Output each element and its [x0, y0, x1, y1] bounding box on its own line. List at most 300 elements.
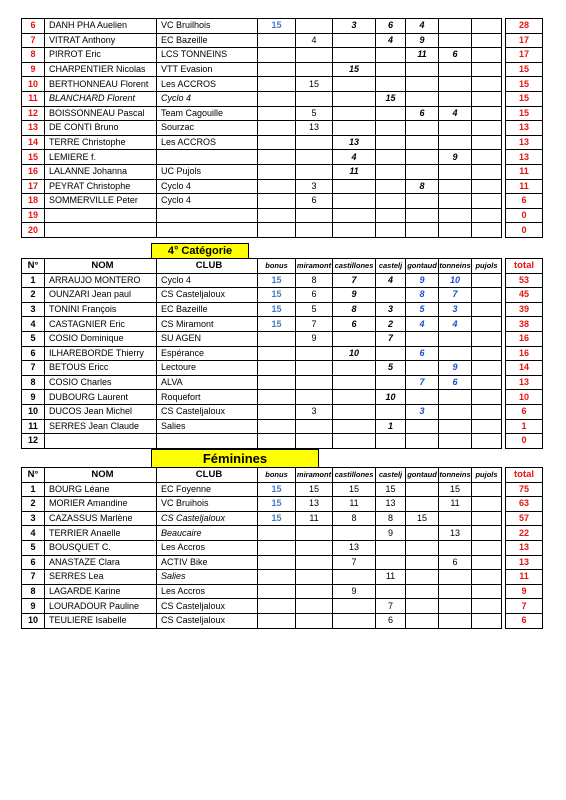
cell-rank: 3	[22, 511, 45, 526]
cell-gont	[406, 331, 439, 346]
cell-tonn	[439, 419, 472, 434]
cell-nom: BOUSQUET C.	[45, 540, 157, 555]
cell-total: 10	[506, 390, 543, 405]
cell-rank: 8	[22, 375, 45, 390]
cell-gont	[406, 482, 439, 497]
cell-castj: 9	[376, 526, 406, 541]
col-header-puj: pujols	[472, 259, 502, 274]
cell-bonus	[258, 208, 296, 223]
cell-nom: BOISSONNEAU Pascal	[45, 106, 157, 121]
feminines-header	[22, 468, 543, 483]
cell-bonus	[258, 526, 296, 541]
cell-rank: 19	[22, 208, 45, 223]
cell-club: CS Casteljaloux	[157, 599, 258, 614]
cell-gont	[406, 194, 439, 209]
cell-nom: DUCOS Jean Michel	[45, 404, 157, 419]
cell-castj: 1	[376, 419, 406, 434]
cell-castj	[376, 62, 406, 77]
cell-castj: 4	[376, 273, 406, 288]
cell-club: CS Casteljaloux	[157, 288, 258, 303]
cell-bonus	[258, 584, 296, 599]
cell-rank: 11	[22, 419, 45, 434]
cell-tonn: 6	[439, 555, 472, 570]
table-row	[22, 302, 543, 317]
cell-bonus	[258, 540, 296, 555]
table-row	[22, 288, 543, 303]
cell-castj	[376, 584, 406, 599]
cell-rank: 20	[22, 223, 45, 238]
cell-mira	[296, 19, 333, 34]
cell-bonus	[258, 179, 296, 194]
cell-puj	[472, 434, 502, 449]
cell-gont	[406, 361, 439, 376]
table-row	[22, 404, 543, 419]
ranking-table-continued	[21, 18, 543, 238]
cell-puj	[472, 404, 502, 419]
cell-puj	[472, 19, 502, 34]
table-row	[22, 317, 543, 332]
cell-rank: 6	[22, 346, 45, 361]
cell-gont	[406, 77, 439, 92]
cell-nom: ANASTAZE Clara	[45, 555, 157, 570]
table-row	[22, 273, 543, 288]
cell-mira: 6	[296, 288, 333, 303]
cell-gont	[406, 599, 439, 614]
col-header-nom: NOM	[45, 259, 157, 274]
cell-bonus: 15	[258, 317, 296, 332]
cell-bonus	[258, 613, 296, 628]
cell-tonn	[439, 179, 472, 194]
cell-bonus	[258, 91, 296, 106]
cell-bonus	[258, 33, 296, 48]
col-header-cast: castillones	[333, 468, 376, 483]
cell-nom: SOMMERVILLE Peter	[45, 194, 157, 209]
cell-cast	[333, 419, 376, 434]
cell-club: Cyclo 4	[157, 179, 258, 194]
cell-puj	[472, 135, 502, 150]
cell-puj	[472, 346, 502, 361]
cell-gont: 9	[406, 33, 439, 48]
cell-nom: BERTHONNEAU Florent	[45, 77, 157, 92]
cell-tonn	[439, 390, 472, 405]
cell-castj	[376, 375, 406, 390]
col-header-total: total	[506, 468, 543, 483]
table-row	[22, 511, 543, 526]
table-row	[22, 48, 543, 63]
cell-club	[157, 208, 258, 223]
cell-cast	[333, 390, 376, 405]
cell-club: CS Casteljaloux	[157, 404, 258, 419]
cell-cast	[333, 48, 376, 63]
cell-nom: MORIER Amandine	[45, 497, 157, 512]
cell-gont: 11	[406, 48, 439, 63]
cell-mira	[296, 164, 333, 179]
cell-puj	[472, 599, 502, 614]
cell-gont: 15	[406, 511, 439, 526]
table-row	[22, 599, 543, 614]
cell-gont: 4	[406, 317, 439, 332]
col-header-bonus: bonus	[258, 468, 296, 483]
table-row	[22, 526, 543, 541]
cell-castj	[376, 179, 406, 194]
cell-club: Team Cagouille	[157, 106, 258, 121]
cell-castj	[376, 346, 406, 361]
cell-nom: BLANCHARD Florent	[45, 91, 157, 106]
cell-total: 13	[506, 375, 543, 390]
cell-club: VC Bruilhois	[157, 19, 258, 34]
cell-castj: 8	[376, 511, 406, 526]
cell-tonn	[439, 77, 472, 92]
cell-puj	[472, 390, 502, 405]
cell-tonn	[439, 121, 472, 136]
cell-nom: LALANNE Johanna	[45, 164, 157, 179]
cell-mira	[296, 526, 333, 541]
col-header-puj: pujols	[472, 468, 502, 483]
cell-tonn: 6	[439, 375, 472, 390]
cell-castj: 10	[376, 390, 406, 405]
cell-club	[157, 434, 258, 449]
cell-cast	[333, 208, 376, 223]
cell-mira	[296, 223, 333, 238]
cell-club: EC Foyenne	[157, 482, 258, 497]
cell-puj	[472, 106, 502, 121]
cell-bonus	[258, 150, 296, 165]
cell-gont	[406, 555, 439, 570]
cell-bonus	[258, 106, 296, 121]
cell-cast: 11	[333, 497, 376, 512]
cell-bonus	[258, 223, 296, 238]
cell-gont	[406, 62, 439, 77]
cell-nom	[45, 434, 157, 449]
cell-nom: TERRIER Anaelle	[45, 526, 157, 541]
cell-club: Les ACCROS	[157, 135, 258, 150]
cell-bonus	[258, 346, 296, 361]
cell-tonn	[439, 62, 472, 77]
cell-rank: 9	[22, 62, 45, 77]
feminines-body	[22, 482, 543, 628]
cell-rank: 7	[22, 33, 45, 48]
feminines-title: Féminines	[151, 449, 319, 468]
cell-cast	[333, 33, 376, 48]
table-row	[22, 434, 543, 449]
cell-tonn	[439, 331, 472, 346]
cell-rank: 1	[22, 273, 45, 288]
cell-puj	[472, 33, 502, 48]
cell-mira	[296, 599, 333, 614]
cell-gont	[406, 526, 439, 541]
cell-cast	[333, 194, 376, 209]
cell-puj	[472, 194, 502, 209]
table-row	[22, 121, 543, 136]
cell-tonn	[439, 194, 472, 209]
col-header-club: CLUB	[157, 468, 258, 483]
col-header-mira: miramont	[296, 468, 333, 483]
cell-puj	[472, 584, 502, 599]
cell-rank: 15	[22, 150, 45, 165]
cell-total: 28	[506, 19, 543, 34]
cell-total: 17	[506, 33, 543, 48]
cell-mira: 9	[296, 331, 333, 346]
cell-bonus	[258, 121, 296, 136]
cell-rank: 4	[22, 317, 45, 332]
cell-rank: 2	[22, 288, 45, 303]
cell-tonn	[439, 33, 472, 48]
cell-cast	[333, 179, 376, 194]
cell-bonus	[258, 375, 296, 390]
cell-bonus	[258, 555, 296, 570]
cell-club: SU AGEN	[157, 331, 258, 346]
cell-bonus: 15	[258, 302, 296, 317]
cell-bonus	[258, 77, 296, 92]
cell-rank: 7	[22, 570, 45, 585]
cell-puj	[472, 570, 502, 585]
cell-gont	[406, 584, 439, 599]
col-header-gont: gontaud	[406, 468, 439, 483]
cell-nom: CHARPENTIER Nicolas	[45, 62, 157, 77]
cell-rank: 10	[22, 77, 45, 92]
cell-gont	[406, 91, 439, 106]
cell-mira: 4	[296, 33, 333, 48]
cell-gont	[406, 613, 439, 628]
col-header-cast: castillones	[333, 259, 376, 274]
cell-tonn	[439, 540, 472, 555]
cell-total: 15	[506, 62, 543, 77]
cell-total: 6	[506, 194, 543, 209]
cell-castj: 7	[376, 331, 406, 346]
cell-cast	[333, 599, 376, 614]
ranking-table-body	[22, 19, 543, 238]
cell-cast: 10	[333, 346, 376, 361]
cell-mira	[296, 570, 333, 585]
table-row	[22, 33, 543, 48]
cell-club: Salies	[157, 419, 258, 434]
cell-nom: BETOUS Ericc	[45, 361, 157, 376]
cell-cast: 9	[333, 584, 376, 599]
cell-tonn: 6	[439, 48, 472, 63]
table-row	[22, 91, 543, 106]
cell-mira: 6	[296, 194, 333, 209]
cell-total: 0	[506, 208, 543, 223]
cell-castj: 7	[376, 599, 406, 614]
cell-mira	[296, 540, 333, 555]
cell-mira	[296, 91, 333, 106]
cell-nom: COSIO Charles	[45, 375, 157, 390]
table-row	[22, 194, 543, 209]
cell-total: 13	[506, 150, 543, 165]
cell-rank: 12	[22, 434, 45, 449]
col-header-gont: gontaud	[406, 259, 439, 274]
cell-club: Les ACCROS	[157, 77, 258, 92]
cell-club: EC Bazeille	[157, 302, 258, 317]
cell-puj	[472, 317, 502, 332]
cell-puj	[472, 164, 502, 179]
cell-mira: 5	[296, 302, 333, 317]
cell-puj	[472, 150, 502, 165]
cell-club: CS Casteljaloux	[157, 511, 258, 526]
cell-cast	[333, 361, 376, 376]
cell-gont: 5	[406, 302, 439, 317]
cell-bonus	[258, 62, 296, 77]
cell-nom: CAZASSUS Marlène	[45, 511, 157, 526]
cell-castj: 6	[376, 613, 406, 628]
cell-gont: 8	[406, 288, 439, 303]
cell-total: 17	[506, 48, 543, 63]
table-row	[22, 223, 543, 238]
cell-tonn	[439, 584, 472, 599]
table-row	[22, 164, 543, 179]
cell-club	[157, 223, 258, 238]
cell-castj	[376, 135, 406, 150]
table-row	[22, 346, 543, 361]
cell-mira	[296, 555, 333, 570]
cell-nom: TEULIERE Isabelle	[45, 613, 157, 628]
cell-club: Beaucaire	[157, 526, 258, 541]
cell-nom	[45, 208, 157, 223]
cell-nom: COSIO Dominique	[45, 331, 157, 346]
cell-castj: 2	[376, 317, 406, 332]
cell-cast	[333, 223, 376, 238]
cell-nom: OUNZARI Jean paul	[45, 288, 157, 303]
header-row	[22, 259, 543, 274]
cell-rank: 11	[22, 91, 45, 106]
cell-puj	[472, 511, 502, 526]
cell-castj	[376, 150, 406, 165]
table-row	[22, 361, 543, 376]
table-row	[22, 570, 543, 585]
cell-mira	[296, 434, 333, 449]
cell-tonn	[439, 570, 472, 585]
cell-club: CS Casteljaloux	[157, 613, 258, 628]
cell-nom: LOURADOUR Pauline	[45, 599, 157, 614]
cell-bonus: 15	[258, 288, 296, 303]
cell-rank: 9	[22, 390, 45, 405]
table-row	[22, 482, 543, 497]
cell-nom: ILHAREBORDE Thierry	[45, 346, 157, 361]
cell-rank: 6	[22, 19, 45, 34]
cell-puj	[472, 497, 502, 512]
col-header-rank: N°	[22, 468, 45, 483]
table-row	[22, 497, 543, 512]
cell-puj	[472, 482, 502, 497]
cell-cast: 13	[333, 540, 376, 555]
cell-total: 6	[506, 613, 543, 628]
cell-tonn: 9	[439, 150, 472, 165]
cell-castj: 3	[376, 302, 406, 317]
table-row	[22, 555, 543, 570]
cell-total: 13	[506, 121, 543, 136]
table-row	[22, 375, 543, 390]
cell-cast	[333, 91, 376, 106]
cell-bonus	[258, 331, 296, 346]
cell-total: 13	[506, 135, 543, 150]
cell-tonn: 15	[439, 482, 472, 497]
col-header-tonn: tonneins	[439, 468, 472, 483]
cell-total: 15	[506, 77, 543, 92]
cell-total: 1	[506, 419, 543, 434]
col-header-club: CLUB	[157, 259, 258, 274]
table-row	[22, 390, 543, 405]
cell-gont	[406, 390, 439, 405]
cell-bonus	[258, 361, 296, 376]
col-header-tonn: tonneins	[439, 259, 472, 274]
cell-club: Lectoure	[157, 361, 258, 376]
cell-castj	[376, 434, 406, 449]
cell-cast	[333, 613, 376, 628]
cell-rank: 2	[22, 497, 45, 512]
cell-cast	[333, 570, 376, 585]
cell-bonus	[258, 419, 296, 434]
cell-castj: 15	[376, 91, 406, 106]
cell-tonn	[439, 208, 472, 223]
cell-mira	[296, 613, 333, 628]
cell-club: UC Pujols	[157, 164, 258, 179]
cell-puj	[472, 555, 502, 570]
cell-nom: PEYRAT Christophe	[45, 179, 157, 194]
col-header-nom: NOM	[45, 468, 157, 483]
cell-club: ALVA	[157, 375, 258, 390]
cell-bonus	[258, 164, 296, 179]
cell-gont	[406, 208, 439, 223]
cell-total: 16	[506, 331, 543, 346]
cell-puj	[472, 375, 502, 390]
cell-club: Cyclo 4	[157, 91, 258, 106]
cell-puj	[472, 526, 502, 541]
cell-tonn	[439, 19, 472, 34]
cell-mira	[296, 208, 333, 223]
cell-total: 45	[506, 288, 543, 303]
cell-rank: 18	[22, 194, 45, 209]
cell-castj	[376, 288, 406, 303]
cell-club: Cyclo 4	[157, 194, 258, 209]
cell-castj: 13	[376, 497, 406, 512]
cell-rank: 7	[22, 361, 45, 376]
cell-club: Salies	[157, 570, 258, 585]
cell-castj	[376, 48, 406, 63]
category-4-header	[22, 259, 543, 274]
table-row	[22, 613, 543, 628]
cell-total: 75	[506, 482, 543, 497]
cell-gont: 6	[406, 106, 439, 121]
cell-castj	[376, 121, 406, 136]
table-row	[22, 179, 543, 194]
cell-bonus	[258, 599, 296, 614]
cell-total: 15	[506, 106, 543, 121]
cell-tonn: 11	[439, 497, 472, 512]
cell-mira	[296, 361, 333, 376]
cell-gont: 8	[406, 179, 439, 194]
cell-rank: 9	[22, 599, 45, 614]
cell-tonn	[439, 434, 472, 449]
cell-mira: 13	[296, 497, 333, 512]
cell-total: 0	[506, 223, 543, 238]
cell-cast	[333, 404, 376, 419]
cell-puj	[472, 223, 502, 238]
cell-cast: 15	[333, 62, 376, 77]
cell-total: 13	[506, 555, 543, 570]
table-row	[22, 584, 543, 599]
cell-cast	[333, 77, 376, 92]
cell-club: VC Bruihois	[157, 497, 258, 512]
cell-bonus	[258, 390, 296, 405]
table-row	[22, 19, 543, 34]
cell-bonus	[258, 570, 296, 585]
cell-tonn: 3	[439, 302, 472, 317]
cell-cast: 11	[333, 164, 376, 179]
cell-club: EC Bazeille	[157, 33, 258, 48]
cell-club: ACTIV Bike	[157, 555, 258, 570]
col-header-total: total	[506, 259, 543, 274]
cell-mira: 3	[296, 179, 333, 194]
